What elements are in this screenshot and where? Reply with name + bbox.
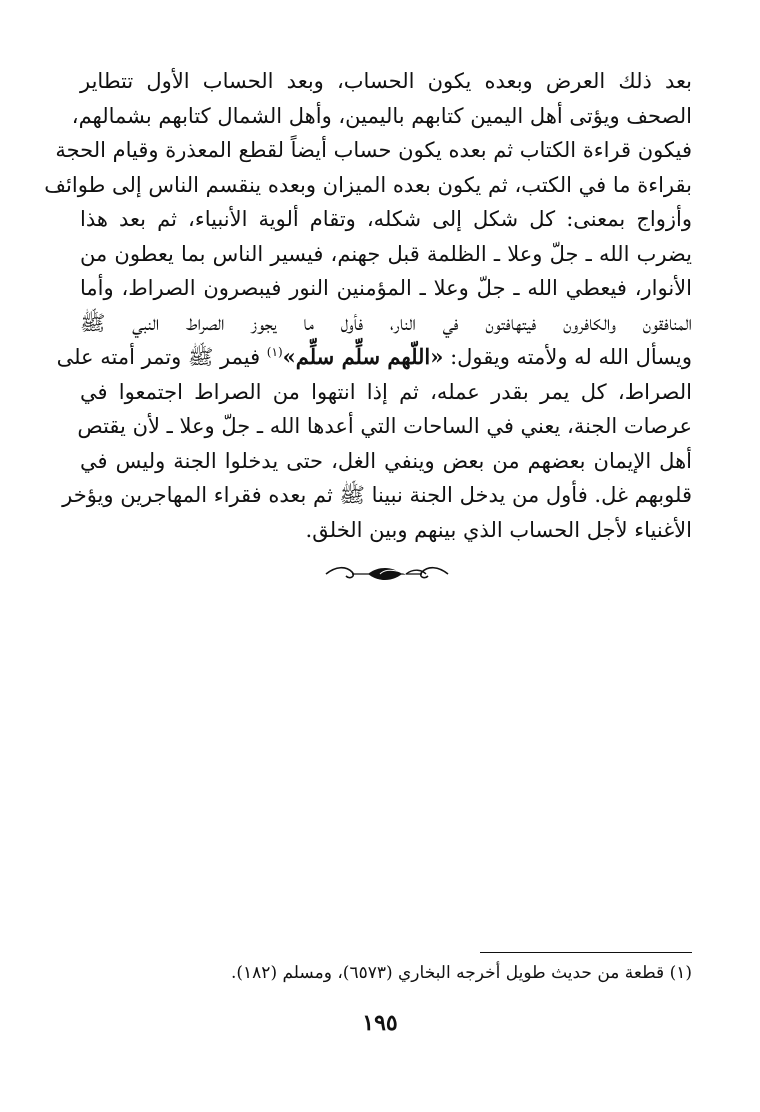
- text-line-13: قلوبهم غل. فأول من يدخل الجنة نبينا ﷺ ثم بعده فقراء المهاجرين ويؤخر: [62, 483, 692, 507]
- footnote-ref[interactable]: (١): [266, 345, 283, 359]
- text-line-8: المنافقون والكافرون فيتهافتون في النار، فأول ما يجوز الصراط النبي ﷺ: [80, 310, 692, 335]
- text-line-5: وأزواج بمعنى: كل شكل إلى شكله، وتقام ألوية الأنبياء، ثم بعد هذا: [80, 207, 692, 231]
- prayer-quote: «اللّهم سلِّم سلِّم»: [282, 344, 444, 369]
- text-line-1: بعد ذلك العرض وبعده يكون الحساب، وبعد الحساب الأول تتطاير: [80, 69, 692, 93]
- text-line-11: عرصات الجنة، يعني في الساحات التي أعدها الله ـ جلّ وعلا ـ لأن يقتص: [77, 414, 692, 438]
- ornament-divider-icon: [322, 562, 452, 586]
- text-line-7: الأنوار، فيعطي الله ـ جلّ وعلا ـ المؤمنين النور فيبصرون الصراط، وأما: [80, 276, 692, 300]
- text-line-12: أهل الإيمان بعضهم من بعض وينفي الغل، حتى يدخلوا الجنة وليس في: [80, 448, 692, 473]
- footnote: (١) قطعة من حديث طويل أخرجه البخاري (٦٥٧٣)، ومسلم (١٨٢).: [231, 963, 692, 983]
- footnote-divider: [480, 952, 692, 953]
- text-line-10: الصراط، كل يمر بقدر عمله، ثم إذا انتهوا من الصراط اجتمعوا في: [80, 379, 692, 404]
- text-line-9: [56, 340, 692, 375]
- line-9-before: ويسأل الله له ولأمته ويقول:: [443, 345, 692, 369]
- text-line-4: بقراءة ما في الكتب، ثم يكون بعده الميزان وبعده ينقسم الناس إلى طوائف: [44, 172, 692, 197]
- main-paragraph: [44, 64, 692, 547]
- text-line-3: فيكون قراءة الكتاب ثم بعده يكون حساب أيضاً لقطع المعذرة وقيام الحجة: [55, 138, 692, 162]
- line-9-after: فيمر ﷺ وتمر أمته على: [56, 345, 267, 369]
- text-line-6: يضرب الله ـ جلّ وعلا ـ الظلمة قبل جهنم، فيسير الناس بما يعطون من: [80, 241, 692, 266]
- text-line-14: الأغنياء لأجل الحساب الذي بينهم وبين الخلق.: [305, 517, 692, 542]
- text-line-2: الصحف ويؤتى أهل اليمين كتابهم باليمين، وأهل الشمال كتابهم بشمالهم،: [71, 103, 692, 128]
- page-number: ١٩٥: [362, 1010, 398, 1036]
